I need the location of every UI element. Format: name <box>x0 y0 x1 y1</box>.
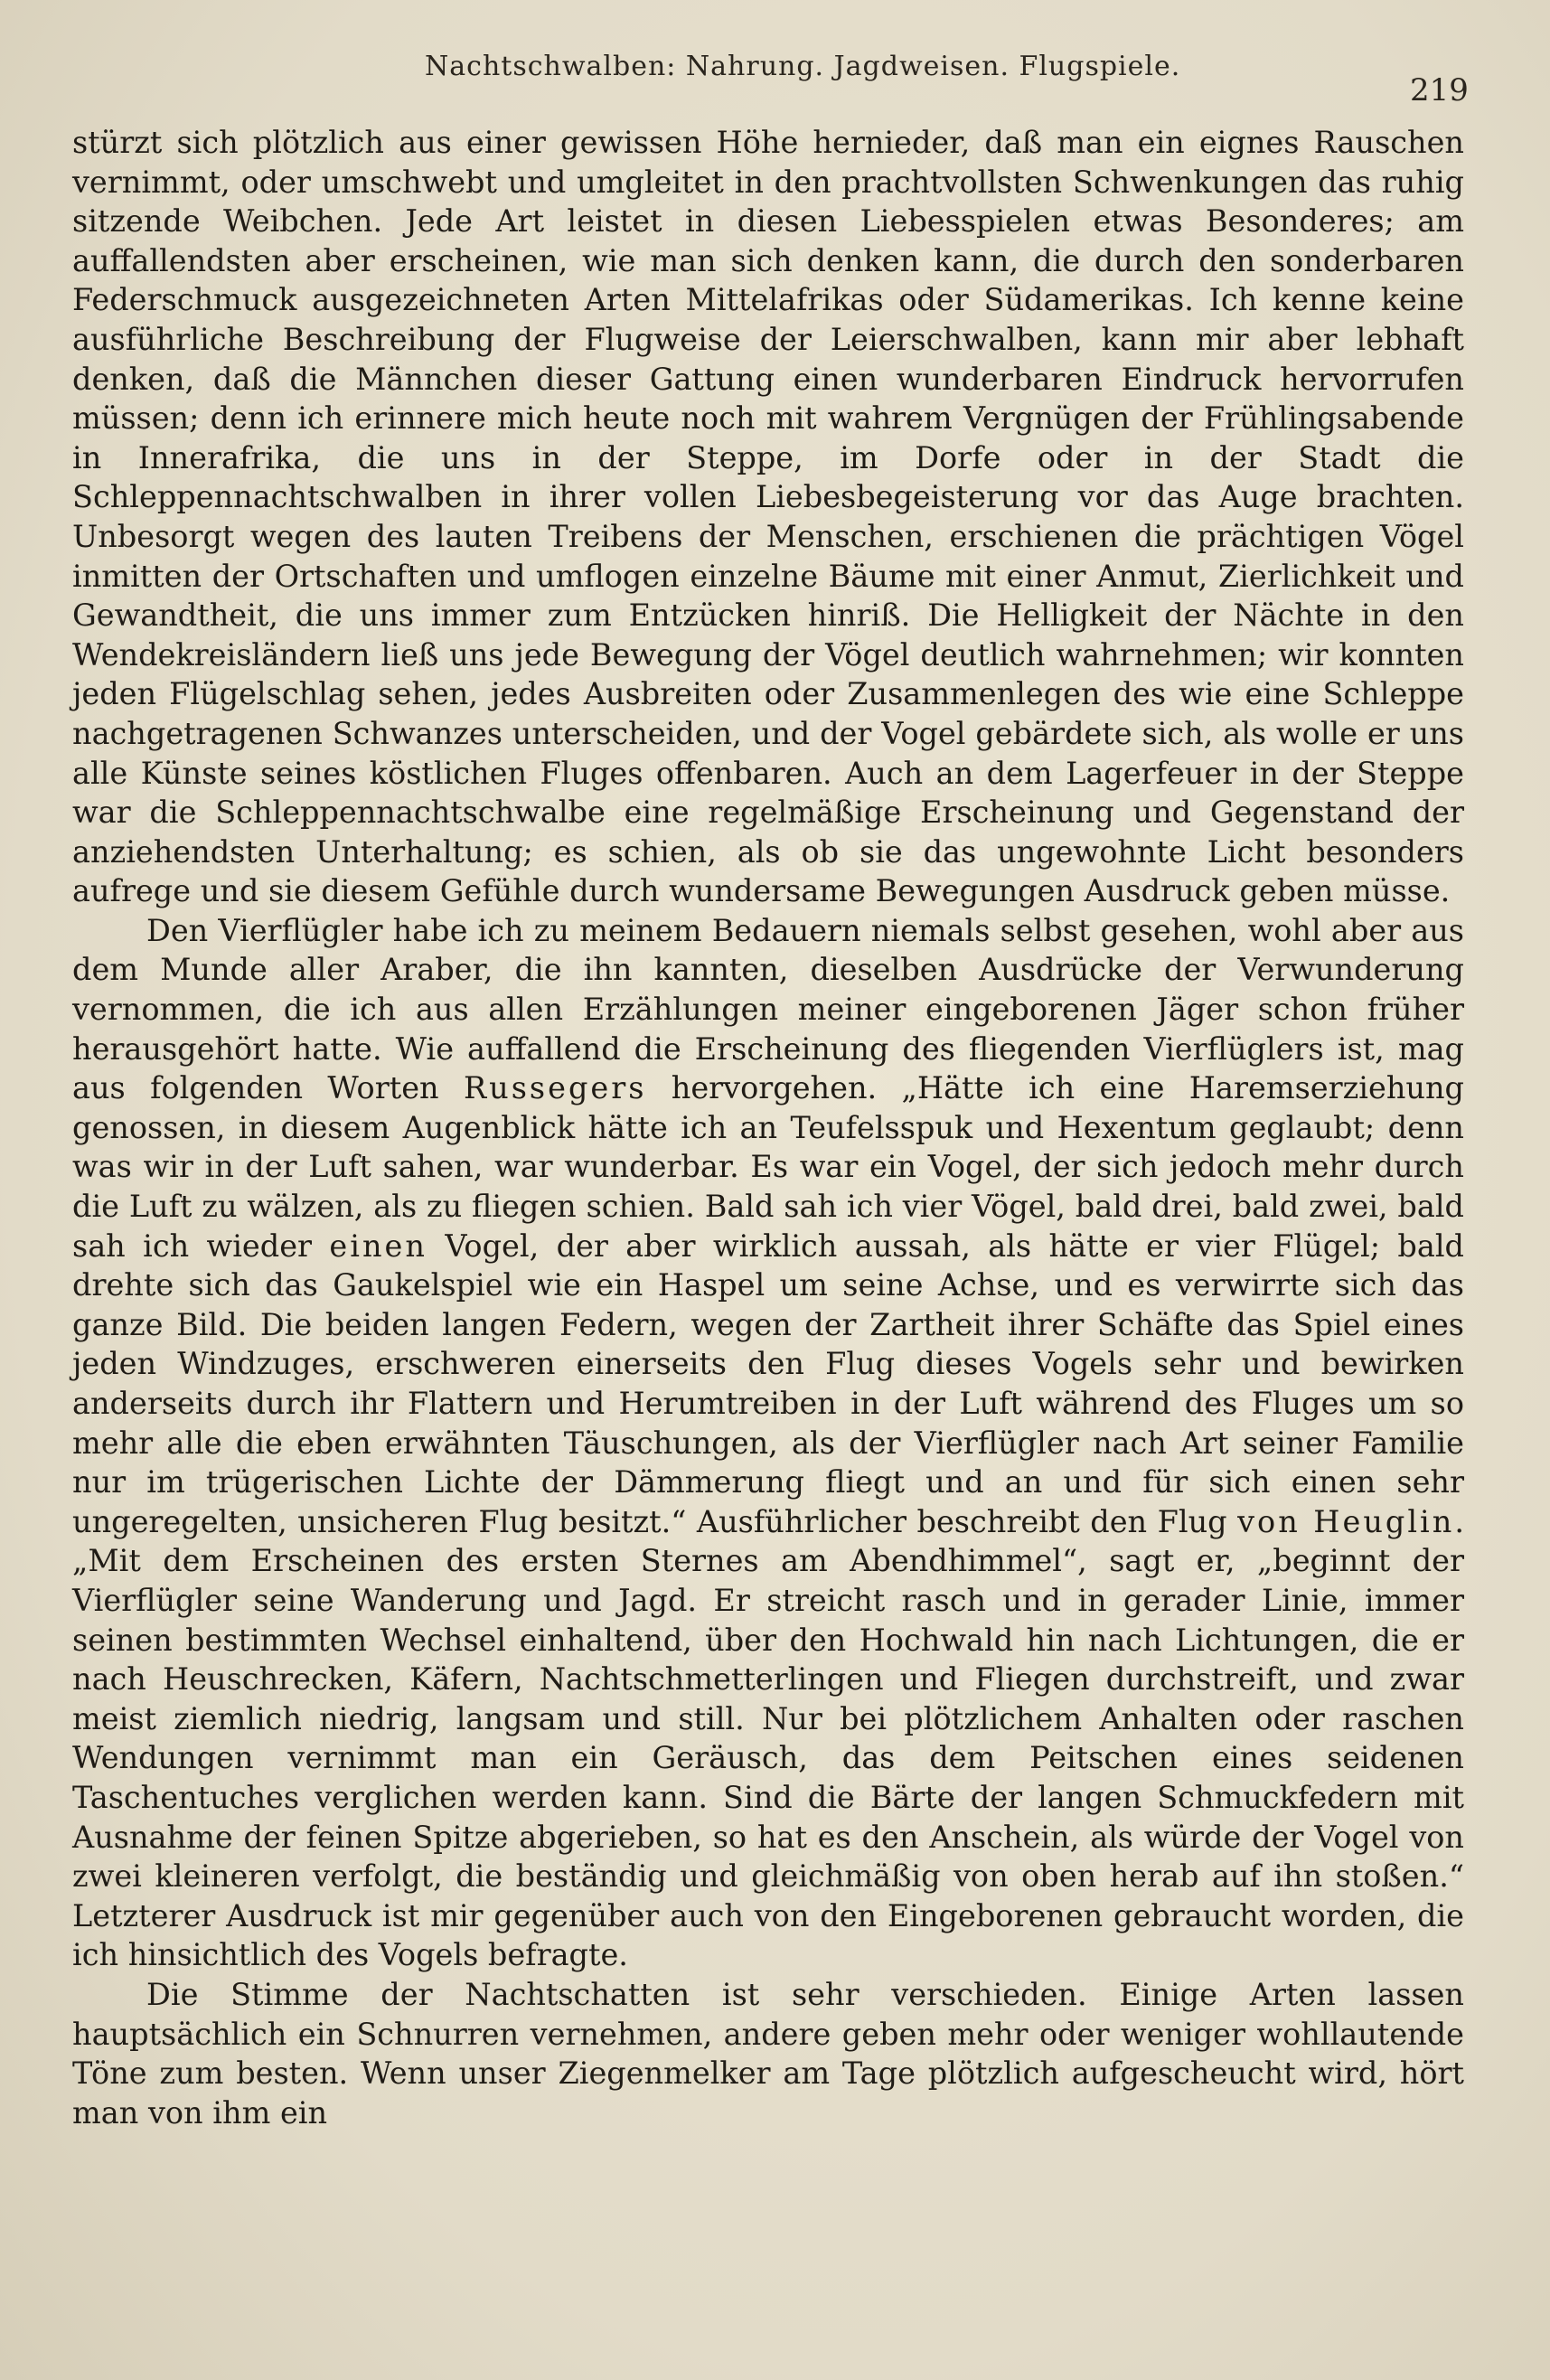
emphasized-word: einen <box>329 1228 427 1264</box>
paragraph-2 <box>72 911 1464 1975</box>
page-number: 219 <box>1410 72 1469 108</box>
paragraph-3: Die Stimme der Nachtschatten ist sehr verschieden. Einige Arten lassen hauptsächlich ein Schnurren vernehmen, andere geben mehr oder weniger wohllautende Töne zum besten. Wenn unser Ziegenmelker am Tage plötzlich aufgescheucht wird, hört man von ihm ein <box>72 1976 1464 2131</box>
paragraph-2-part-a: Den Vierflügler habe ich zu meinem Bedauern niemals selbst gesehen, wohl aber aus dem Munde aller Araber, die ihn kannten, dieselben Ausdrücke der Verwunderung vernommen, die ich aus allen Erzählungen meiner eingeborenen Jäger schon früher herausgehört hatte. Wie auffallend die Erscheinung des fliegenden Vierflüglers ist, mag aus folgenden Worten <box>72 912 1464 1106</box>
running-head: Nachtschwalben: Nahrung. Jagdweisen. Flugspiele. <box>425 51 1181 82</box>
author-name-heuglin: von Heuglin <box>1237 1503 1455 1539</box>
paragraph-1: stürzt sich plötzlich aus einer gewissen Höhe hernieder, daß man ein eignes Rauschen vernimmt, oder umschwebt und umgleitet in den prachtvollsten Schwenkungen das ruhig sitzende Weibchen. Jede Art leistet in diesen Liebesspielen etwas Besonderes; am auffallendsten aber erscheinen, wie man sich denken kann, die durch den sonderbaren Federschmuck ausgezeichneten Arten Mittelafrikas oder Südamerikas. Ich kenne keine ausführliche Beschreibung der Flugweise der Leierschwalben, kann mir aber lebhaft denken, daß die Männchen dieser Gattung einen wunderbaren Eindruck hervorrufen müssen; denn ich erinnere mich heute noch mit wahrem Vergnügen der Frühlingsabende in Innerafrika, die uns in der Steppe, im Dorfe oder in der Stadt die Schleppennachtschwalben in ihrer vollen Liebesbegeisterung vor das Auge brachten. Unbesorgt wegen des lauten Treibens der Menschen, erschienen die prächtigen Vögel inmitten der Ortschaften und umflogen einzelne Bäume mit einer Anmut, Zierlichkeit und Gewandtheit, die uns immer zum Entzücken hinriß. Die Helligkeit der Nächte in den Wendekreisländern ließ uns jede Bewegung der Vögel deutlich wahrnehmen; wir konnten jeden Flügelschlag sehen, jedes Ausbreiten oder Zusammenlegen des wie eine Schleppe nachgetragenen Schwanzes unterscheiden, und der Vogel gebärdete sich, als wolle er uns alle Künste seines köstlichen Fluges offenbaren. Auch an dem Lagerfeuer in der Steppe war die Schleppennachtschwalbe eine regelmäßige Erscheinung und Gegenstand der anziehendsten Unterhaltung; es schien, als ob sie das ungewohnte Licht besonders aufrege und sie diesem Gefühle durch wundersame Bewegungen Ausdruck geben müsse. <box>72 125 1464 909</box>
paragraph-2-part-b: hervorgehen. „Hätte ich eine Haremserziehung genossen, in diesem Augenblick hätte ich an Teufelsspuk und Hexentum geglaubt; denn was wir in der Luft sahen, war wunderbar. Es war ein Vogel, der sich jedoch mehr durch die Luft zu wälzen, als zu fliegen schien. Bald sah ich vier Vögel, bald drei, bald zwei, bald sah ich wieder <box>72 1070 1464 1264</box>
body-text <box>72 123 1464 2132</box>
author-name-russeger: Russegers <box>463 1070 647 1106</box>
paragraph-2-part-d: . „Mit dem Erscheinen des ersten Sternes am Abendhimmel“, sagt er, „beginnt der Vierflügler seine Wanderung und Jagd. Er streicht rasch und in gerader Linie, immer seinen bestimmten Wechsel einhaltend, über den Hochwald hin nach Lichtungen, die er nach Heuschrecken, Käfern, Nachtschmetterlingen und Fliegen durchstreift, und zwar meist ziemlich niedrig, langsam und still. Nur bei plötzlichem Anhalten oder raschen Wendungen vernimmt man ein Geräusch, das dem Peitschen eines seidenen Taschentuches verglichen werden kann. Sind die Bärte der langen Schmuckfedern mit Ausnahme der feinen Spitze abgerieben, so hat es den Anschein, als würde der Vogel von zwei kleineren verfolgt, die beständig und gleichmäßig von oben herab auf ihn stoßen.“ Letzterer Ausdruck ist mir gegenüber auch von den Eingeborenen gebraucht worden, die ich hinsichtlich des Vogels befragte. <box>72 1503 1464 1973</box>
paragraph-2-part-c: Vogel, der aber wirklich aussah, als hätte er vier Flügel; bald drehte sich das Gaukelspiel wie ein Haspel um seine Achse, und es verwirrte sich das ganze Bild. Die beiden langen Federn, wegen der Zartheit ihrer Schäfte das Spiel eines jeden Windzuges, erschweren einerseits den Flug dieses Vogels sehr und bewirken anderseits durch ihr Flattern und Herumtreiben in der Luft während des Fluges um so mehr alle die eben erwähnten Täuschungen, als der Vierflügler nach Art seiner Familie nur im trügerischen Lichte der Dämmerung fliegt und an und für sich einen sehr ungeregelten, unsicheren Flug besitzt.“ Ausführlicher beschreibt den Flug <box>72 1228 1464 1539</box>
